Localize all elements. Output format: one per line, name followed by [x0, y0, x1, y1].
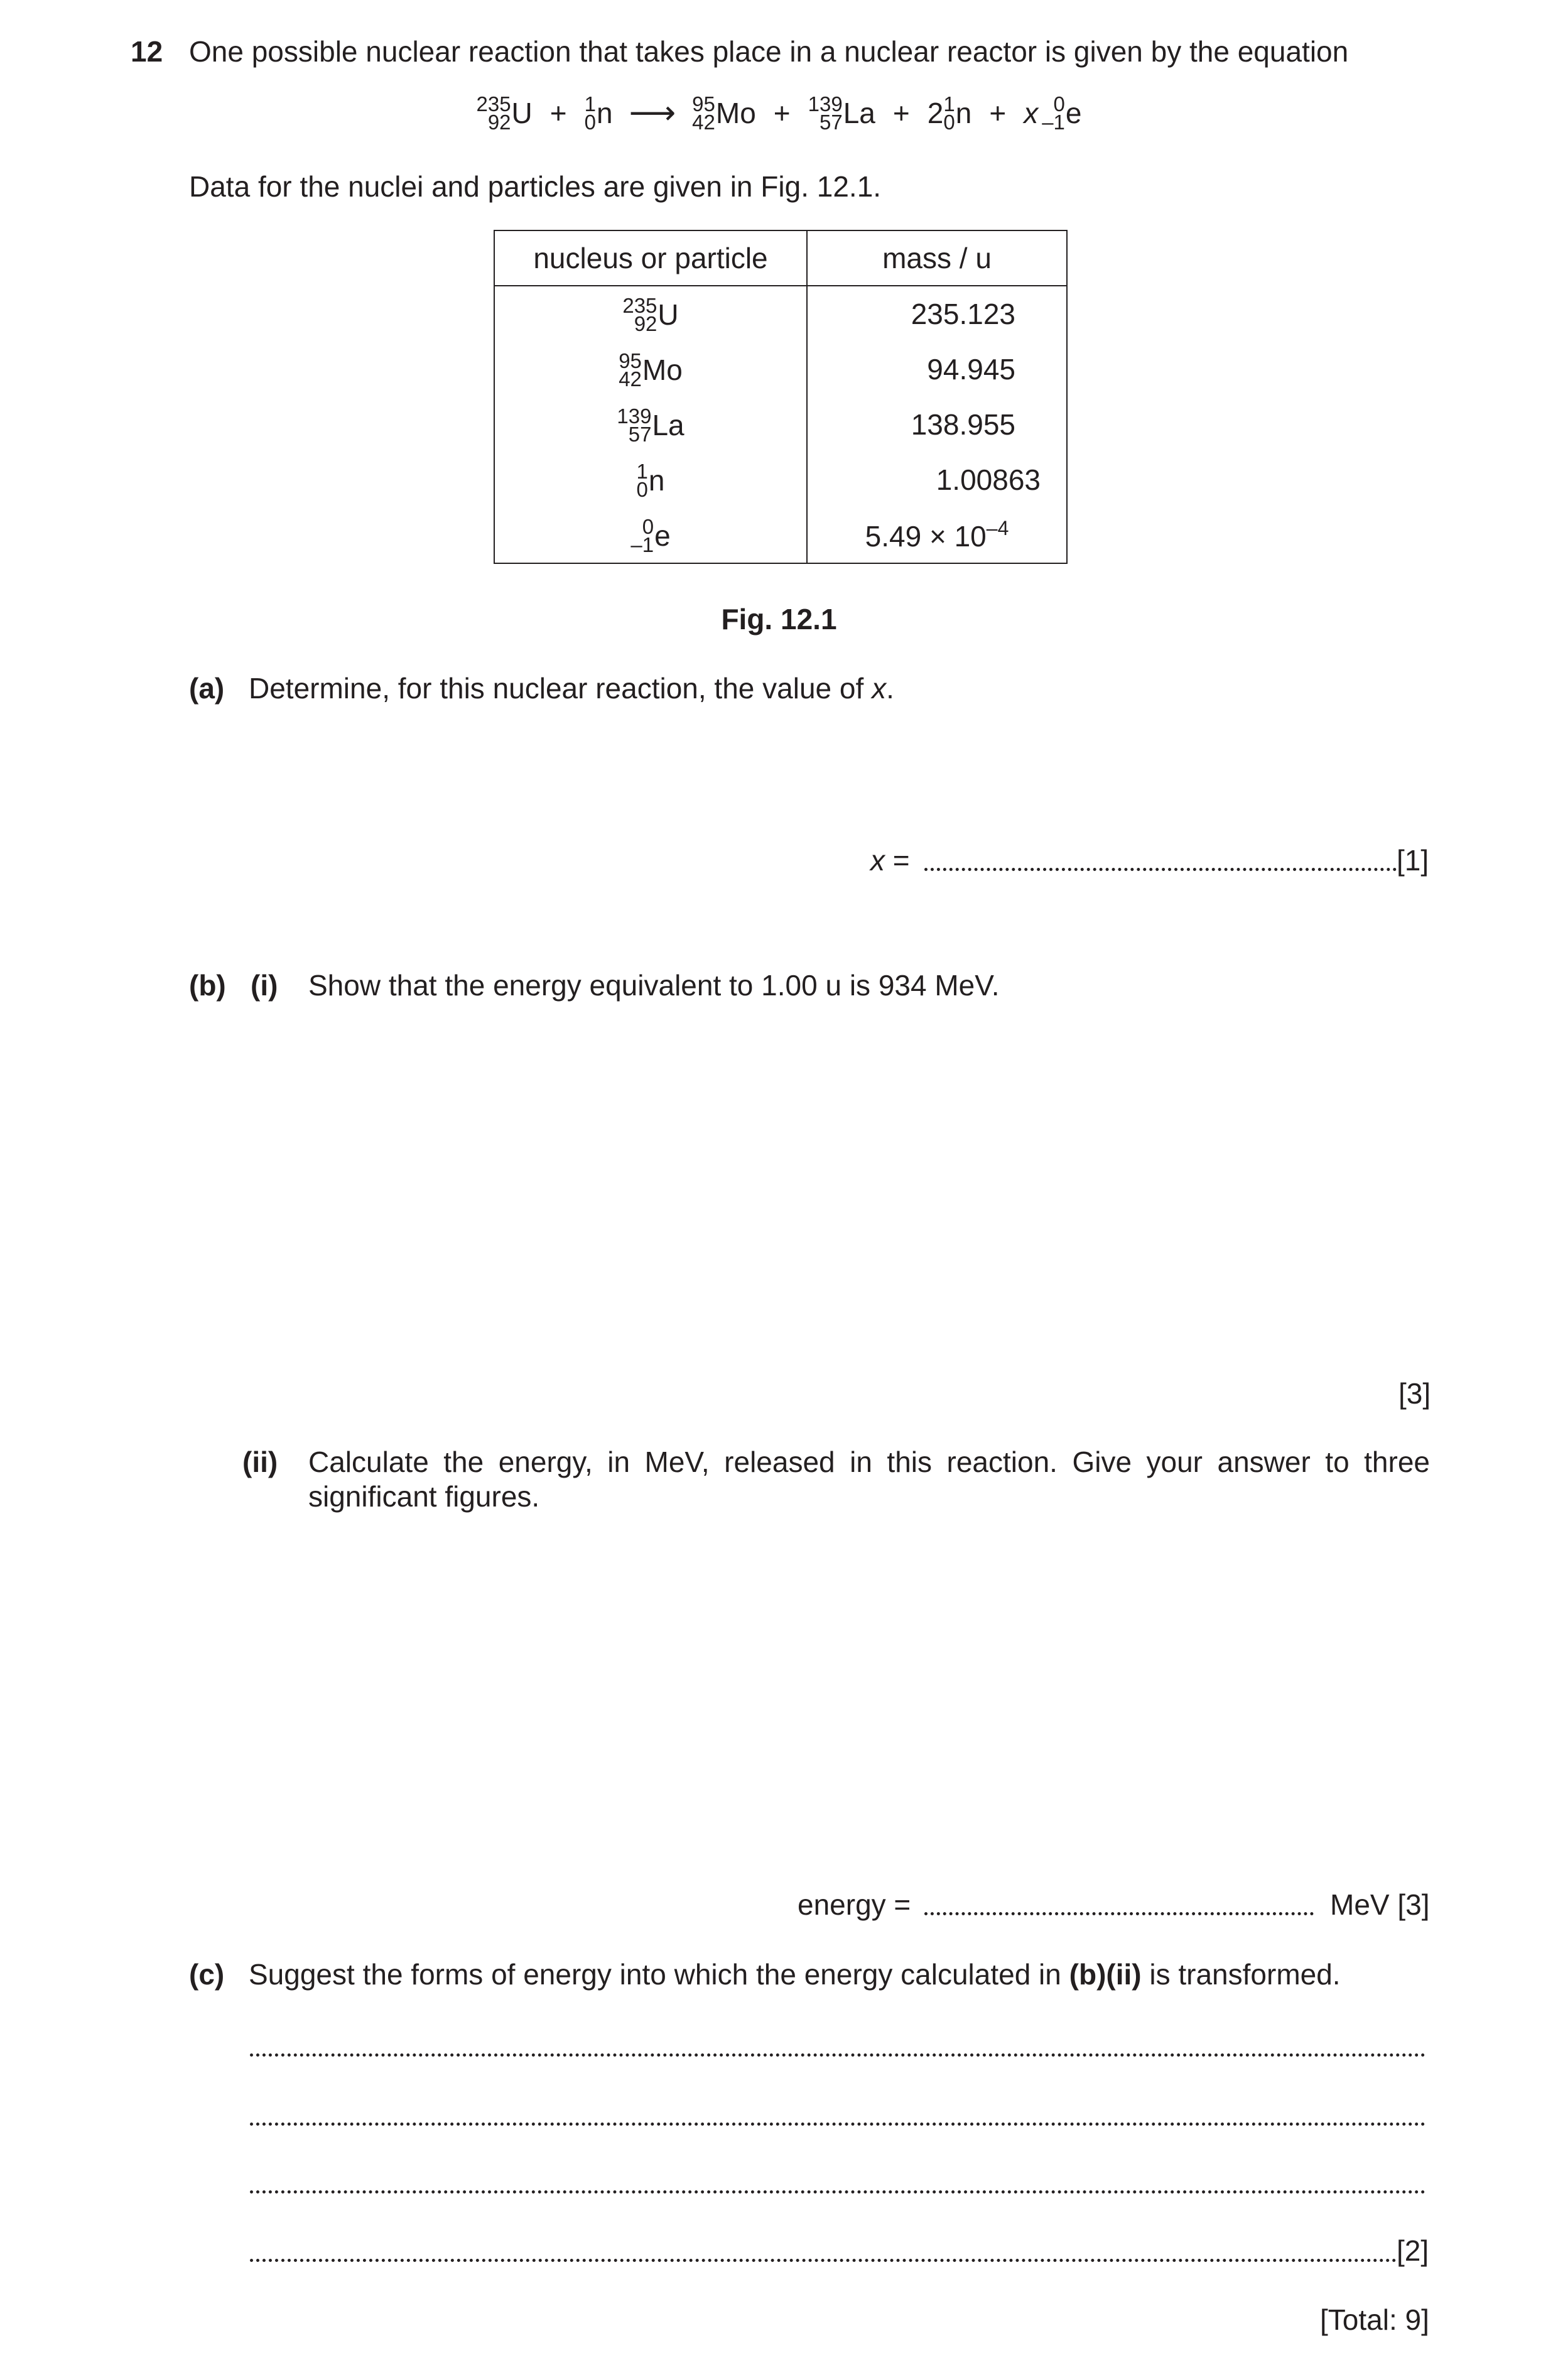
element-symbol: Mo [715, 97, 756, 129]
element-symbol: La [843, 97, 875, 129]
marks: [3] [1397, 1888, 1430, 1921]
element-symbol: n [597, 97, 613, 129]
mass-number: 0 [642, 514, 654, 538]
figure-caption: Fig. 12.1 [721, 603, 837, 636]
mass-number: 95 [619, 349, 642, 372]
mass-number: 95 [692, 92, 715, 116]
equals: = [885, 844, 910, 877]
part-a-answer-label [870, 843, 910, 878]
mass-base: 5.49 × 10 [865, 520, 987, 553]
two-neutrons-term [927, 92, 972, 134]
nucleus-cell [494, 507, 807, 563]
part-b-ii-answer-line[interactable] [924, 1912, 1314, 1915]
atomic-number: 0 [943, 111, 955, 134]
part-a-text [249, 671, 894, 706]
mass-cell [807, 507, 1067, 563]
atomic-number: 57 [820, 111, 843, 134]
part-c-answer-line-1[interactable] [250, 2053, 1425, 2057]
mass-exponent: –4 [986, 517, 1009, 539]
plus-sign: + [773, 97, 791, 129]
part-b-i-label: (i) [251, 969, 278, 1002]
element-symbol: e [1065, 97, 1082, 129]
mass-cell [807, 397, 1067, 452]
table-row [494, 342, 1067, 397]
part-a-marks: [1] [1397, 844, 1429, 877]
plus-sign: + [549, 97, 567, 129]
question-number: 12 [131, 35, 163, 68]
element-symbol: U [511, 97, 533, 129]
coefficient: 2 [927, 97, 944, 129]
part-b-i-text: Show that the energy equivalent to 1.00 u is 934 MeV. [308, 969, 1000, 1002]
total-marks: [Total: 9] [1320, 2303, 1429, 2336]
mass-data-table [494, 230, 1068, 564]
nucleus-cell [494, 342, 807, 397]
mass-value: 138.955 [911, 408, 1015, 441]
part-a-answer-line[interactable] [924, 868, 1397, 871]
part-c-answer-line-3[interactable] [250, 2190, 1425, 2193]
atomic-number: 57 [628, 422, 652, 446]
coefficient: x [1024, 97, 1039, 129]
reaction-arrow: ⟶ [629, 95, 676, 131]
lanthanum-139-term [808, 92, 875, 134]
atomic-number: –1 [1042, 111, 1065, 134]
part-b-ii-answer-label: energy = [798, 1888, 911, 1921]
part-c-label: (c) [189, 1958, 225, 1991]
element-symbol: Mo [642, 353, 683, 386]
part-b-ii-text-line2: significant figures. [308, 1480, 540, 1513]
table-row [494, 452, 1067, 507]
mass-number: 235 [622, 293, 657, 317]
part-c-text [249, 1957, 1341, 1992]
variable: x [872, 672, 887, 705]
mass-value: 94.945 [927, 353, 1015, 386]
part-b-ii-text-line1: Calculate the energy, in MeV, released in this reaction. Give your answer to three [308, 1446, 1430, 1478]
atomic-number: 0 [636, 477, 648, 501]
table-row [494, 507, 1067, 563]
mass-value: 1.00863 [936, 463, 1041, 496]
plus-sign: + [892, 97, 910, 129]
nuclear-equation [0, 94, 1558, 132]
mass-number: 139 [617, 404, 652, 428]
uranium-235-term [476, 92, 533, 134]
atomic-number: 42 [692, 111, 715, 134]
atomic-number: 92 [487, 111, 511, 134]
atomic-number: 0 [584, 111, 597, 134]
question-intro: One possible nuclear reaction that takes place in a nuclear reactor is given by the equation [189, 35, 1349, 68]
column-header: mass / u [807, 230, 1067, 286]
mass-number: 1 [636, 459, 648, 483]
element-symbol: n [955, 97, 972, 129]
element-symbol: La [652, 408, 684, 441]
atomic-number: 92 [634, 311, 657, 335]
part-b-ii-marks-unit [1330, 1887, 1430, 1922]
part-c-answer-line-2[interactable] [250, 2123, 1425, 2126]
part-b-label: (b) [189, 969, 226, 1002]
element-symbol: U [657, 298, 679, 331]
beta-particle-term [1024, 92, 1082, 134]
mass-cell [807, 452, 1067, 507]
reference: (b)(ii) [1069, 1958, 1142, 1991]
mass-number: 0 [1053, 92, 1065, 116]
variable: x [870, 844, 885, 877]
part-c-marks: [2] [1397, 2234, 1429, 2267]
text: . [886, 672, 894, 705]
mass-number: 235 [476, 92, 511, 116]
mass-cell [807, 342, 1067, 397]
text: Suggest the forms of energy into which the energy calculated in [249, 1958, 1069, 1991]
mass-value: 235.123 [911, 298, 1015, 330]
part-c-answer-line-4[interactable] [250, 2259, 1397, 2262]
mass-cell [807, 286, 1067, 342]
nucleus-cell [494, 397, 807, 452]
neutron-term [584, 92, 613, 134]
element-symbol: n [648, 463, 665, 497]
element-symbol: e [654, 519, 671, 552]
column-header: nucleus or particle [494, 230, 807, 286]
mass-number: 139 [808, 92, 843, 116]
text: is transformed. [1141, 1958, 1341, 1991]
table-row [494, 286, 1067, 342]
part-b-i-marks: [3] [1398, 1377, 1431, 1410]
mass-number: 1 [584, 92, 597, 116]
table-header-row [494, 230, 1067, 286]
text: Determine, for this nuclear reaction, the value of [249, 672, 872, 705]
plus-sign: + [989, 97, 1007, 129]
nucleus-cell [494, 286, 807, 342]
atomic-number: –1 [630, 533, 654, 556]
molybdenum-95-term [692, 92, 756, 134]
mass-value [865, 517, 1009, 553]
nucleus-cell [494, 452, 807, 507]
part-a-label: (a) [189, 672, 225, 705]
part-b-ii-label: (ii) [242, 1446, 278, 1478]
mass-number: 1 [943, 92, 955, 116]
unit: MeV [1330, 1888, 1390, 1921]
atomic-number: 42 [619, 367, 642, 391]
table-row [494, 397, 1067, 452]
data-note: Data for the nuclei and particles are given in Fig. 12.1. [189, 170, 882, 203]
